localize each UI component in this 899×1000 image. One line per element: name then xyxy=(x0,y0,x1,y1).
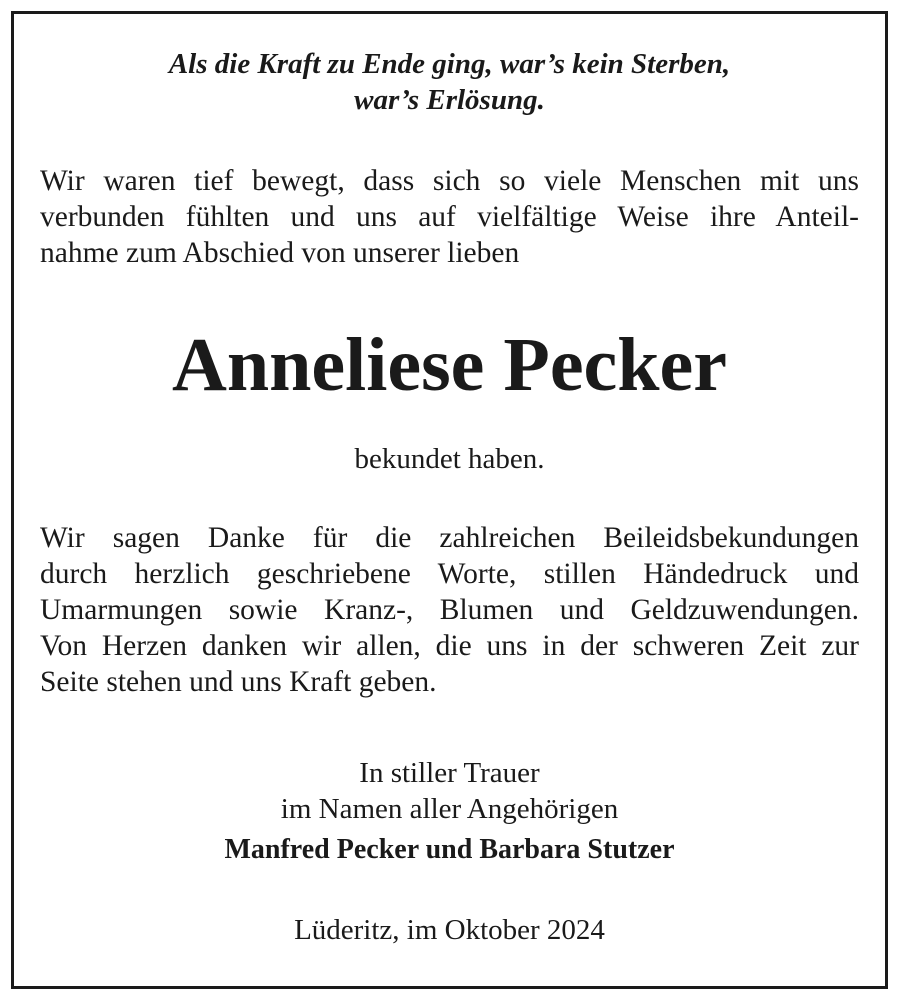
intro-line: verbunden fühlten und uns auf vielfältige Weise ihre Anteil- xyxy=(40,201,859,233)
intro-line: Wir waren tief bewegt, dass sich so viele Menschen mit uns xyxy=(40,165,859,197)
thanks-line: durch herzlich geschriebene Worte, stillen Händedruck und xyxy=(40,558,859,590)
motto-line-2: war’s Erlösung. xyxy=(354,84,545,116)
thanks-line: Umarmungen sowie Kranz-, Blumen und Geldzuwendungen. xyxy=(40,594,859,626)
motto-line-1: Als die Kraft zu Ende ging, war’s kein Sterben, xyxy=(168,48,731,80)
signers: Manfred Pecker und Barbara Stutzer xyxy=(224,834,675,865)
place-date: Lüderitz, im Oktober 2024 xyxy=(294,914,605,946)
thanks-paragraph xyxy=(40,520,859,700)
thanks-line: Seite stehen und uns Kraft geben. xyxy=(40,666,437,698)
deceased-name: Anneliese Pecker xyxy=(171,323,728,407)
intro-paragraph xyxy=(40,163,859,271)
after-name-text: bekundet haben. xyxy=(354,443,545,475)
thanks-line: Wir sagen Danke für die zahlreichen Beileidsbekundungen xyxy=(40,522,859,554)
mourning-line-2: im Namen aller Angehörigen xyxy=(280,793,619,825)
mourning-line-1: In stiller Trauer xyxy=(359,757,540,789)
thanks-line: Von Herzen danken wir allen, die uns in der schweren Zeit zur xyxy=(40,630,859,662)
motto xyxy=(0,46,899,118)
intro-line: nahme zum Abschied von unserer lieben xyxy=(40,237,520,269)
